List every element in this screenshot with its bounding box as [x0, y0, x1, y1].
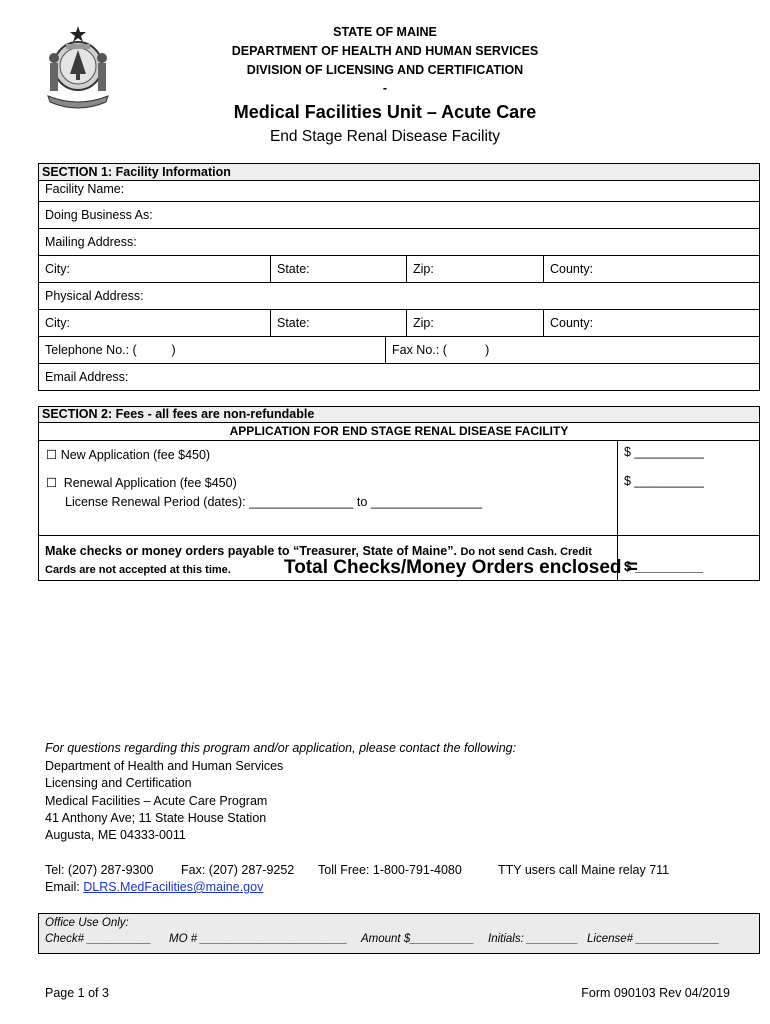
office-use-box	[38, 913, 760, 954]
contact-tty: TTY users call Maine relay 711	[498, 863, 670, 877]
no-cash-text: Do not send Cash. Credit	[460, 546, 592, 558]
mailing-address-row[interactable]	[39, 229, 759, 256]
dba-label: Doing Business As:	[45, 208, 153, 222]
mailing-state-label: State:	[277, 262, 310, 276]
renewal-application-amount[interactable]: $ __________	[624, 474, 704, 488]
phone-fax-row	[39, 337, 759, 364]
form-number: Form 090103 Rev 04/2019	[581, 986, 730, 1000]
contact-fax: Fax: (207) 287-9252	[181, 863, 295, 877]
header-state: STATE OF MAINE	[333, 25, 437, 39]
renewal-fee-label: (fee $450)	[179, 476, 237, 490]
new-application-amount[interactable]: $ __________	[624, 445, 704, 459]
fax-label: Fax No.: ( )	[392, 343, 490, 357]
fee-options	[39, 441, 759, 536]
contact-line-2: Licensing and Certification	[45, 776, 192, 790]
mailing-city-row	[39, 256, 759, 283]
payable-text: Make checks or money orders payable to “Treasurer, State of Maine”.	[45, 544, 457, 558]
mailing-county-label: County:	[550, 262, 594, 276]
mailing-address-label: Mailing Address:	[45, 235, 137, 249]
office-license-field[interactable]: License# _____________	[587, 933, 720, 945]
page-title: Medical Facilities Unit – Acute Care	[233, 102, 537, 122]
physical-zip-field[interactable]	[406, 310, 543, 336]
fax-field[interactable]	[385, 337, 759, 363]
section2-fees	[38, 406, 760, 581]
new-application-label: New Application (fee $450)	[60, 448, 211, 462]
mailing-city-label: City:	[45, 262, 70, 276]
cards-not-accepted-text: Cards are not accepted at this time.	[45, 564, 231, 576]
section2-heading: SECTION 2: Fees - all fees are non-refundable	[39, 407, 759, 422]
office-initials-field[interactable]: Initials: ________	[488, 933, 579, 945]
mailing-city-field[interactable]	[39, 256, 270, 282]
contact-intro: For questions regarding this program and/or application, please contact the following:	[45, 741, 517, 755]
header-division: DIVISION OF LICENSING AND CERTIFICATION	[246, 63, 524, 77]
facility-name-row[interactable]	[39, 181, 759, 202]
physical-city-field[interactable]	[39, 310, 270, 336]
facility-name-label: Facility Name:	[45, 182, 125, 196]
renewal-period-field[interactable]: License Renewal Period (dates): _______________ to ________________	[65, 495, 483, 509]
section1-facility-information	[38, 163, 760, 391]
telephone-field[interactable]	[39, 337, 385, 363]
physical-county-field[interactable]	[543, 310, 759, 336]
mailing-state-field[interactable]	[270, 256, 406, 282]
telephone-label: Telephone No.: ( )	[45, 343, 176, 357]
contact-line-3: Medical Facilities – Acute Care Program	[45, 794, 268, 808]
contact-toll-free: Toll Free: 1-800-791-4080	[318, 863, 462, 877]
physical-city-label: City:	[45, 316, 70, 330]
email-label: Email Address:	[45, 370, 129, 384]
physical-state-field[interactable]	[270, 310, 406, 336]
new-application-checkbox[interactable]: ☐	[46, 448, 58, 462]
header-department: DEPARTMENT OF HEALTH AND HUMAN SERVICES	[231, 44, 539, 58]
email-row[interactable]	[39, 364, 759, 390]
total-enclosed-amount[interactable]: $ _________	[624, 559, 703, 574]
contact-line-4: 41 Anthony Ave; 11 State House Station	[45, 811, 267, 825]
office-check-field[interactable]: Check# __________	[45, 933, 152, 945]
contact-email	[45, 880, 263, 894]
renewal-application-label: Renewal Application	[63, 476, 177, 490]
header-dash: -	[382, 81, 388, 95]
physical-state-label: State:	[277, 316, 310, 330]
physical-city-row	[39, 310, 759, 337]
page-number: Page 1 of 3	[45, 986, 109, 1000]
physical-address-label: Physical Address:	[45, 289, 144, 303]
contact-line-5: Augusta, ME 04333-0011	[45, 828, 186, 842]
dba-row[interactable]	[39, 202, 759, 229]
mailing-zip-field[interactable]	[406, 256, 543, 282]
physical-zip-label: Zip:	[413, 316, 434, 330]
contact-line-1: Department of Health and Human Services	[45, 759, 284, 773]
section1-heading: SECTION 1: Facility Information	[39, 164, 759, 181]
office-use-title: Office Use Only:	[45, 917, 129, 929]
physical-address-row[interactable]	[39, 283, 759, 310]
page-subtitle: End Stage Renal Disease Facility	[269, 128, 501, 145]
office-amount-field[interactable]: Amount $__________	[361, 933, 475, 945]
contact-email-label: Email:	[45, 880, 80, 894]
mailing-county-field[interactable]	[543, 256, 759, 282]
physical-county-label: County:	[550, 316, 594, 330]
renewal-application-checkbox[interactable]: ☐	[46, 476, 58, 490]
contact-tel: Tel: (207) 287-9300	[45, 863, 154, 877]
renewal-application-option[interactable]	[46, 475, 237, 490]
office-mo-field[interactable]: MO # _______________________	[169, 933, 348, 945]
payable-instructions	[45, 544, 592, 558]
payment-instructions	[39, 536, 759, 580]
total-enclosed-label: Total Checks/Money Orders enclosed =	[284, 557, 638, 578]
mailing-zip-label: Zip:	[413, 262, 434, 276]
contact-email-link[interactable]: DLRS.MedFacilities@maine.gov	[83, 880, 264, 894]
new-application-option[interactable]	[46, 447, 210, 462]
section2-subheading: APPLICATION FOR END STAGE RENAL DISEASE FACILITY	[39, 422, 759, 441]
